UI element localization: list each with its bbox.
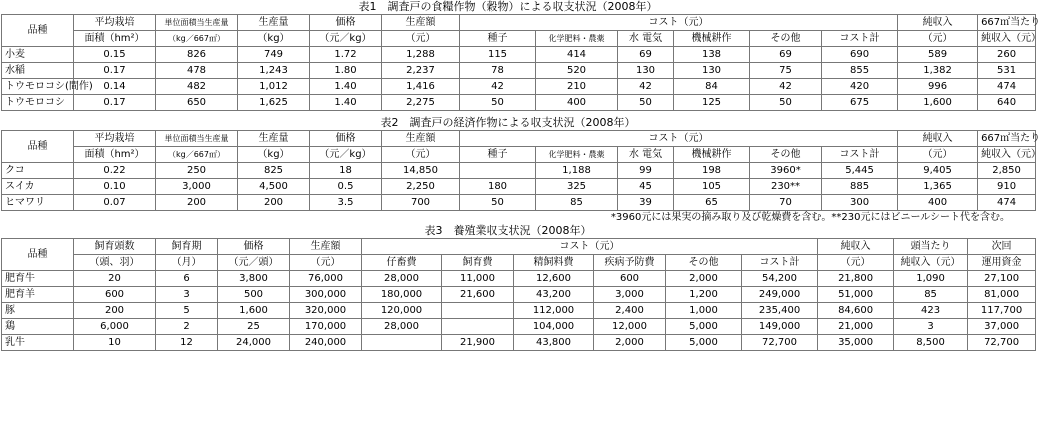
data-cell: 11,000 (442, 271, 514, 287)
table3-header-cell: 仔畜費 (362, 255, 442, 271)
data-cell: 2,000 (666, 271, 742, 287)
data-cell: 2,250 (382, 179, 460, 195)
data-cell: 35,000 (818, 335, 894, 351)
data-cell: 45 (618, 179, 674, 195)
data-cell: 478 (156, 63, 238, 79)
row-label-cell: 鶏 (2, 319, 74, 335)
data-cell: 200 (238, 195, 310, 211)
data-cell: 2,275 (382, 95, 460, 111)
data-cell: 18 (310, 163, 382, 179)
data-cell: 235,400 (742, 303, 818, 319)
data-cell: 21,000 (818, 319, 894, 335)
data-cell (460, 163, 536, 179)
data-cell: 520 (536, 63, 618, 79)
data-cell: 260 (978, 47, 1036, 63)
table-row (2, 319, 1036, 335)
data-cell: 826 (156, 47, 238, 63)
data-cell: 482 (156, 79, 238, 95)
table1-header-cell: 品種 (2, 15, 74, 47)
table1-header-cell: その他 (750, 31, 822, 47)
row-label-cell: クコ (2, 163, 74, 179)
table3-header-cell: 飼育費 (442, 255, 514, 271)
data-cell: 198 (674, 163, 750, 179)
data-cell: 43,800 (514, 335, 594, 351)
data-cell: 3,000 (156, 179, 238, 195)
table1-header-cell: 面積（hm²） (74, 31, 156, 47)
table-row (2, 79, 1036, 95)
data-cell: 78 (460, 63, 536, 79)
data-cell: 414 (536, 47, 618, 63)
data-cell: 20 (74, 271, 156, 287)
data-cell: 200 (74, 303, 156, 319)
table1-header-cell: （元） (898, 31, 978, 47)
table1-header-cell: （kg） (238, 31, 310, 47)
data-cell: 0.15 (74, 47, 156, 63)
data-cell: 54,200 (742, 271, 818, 287)
data-cell: 855 (822, 63, 898, 79)
data-cell: 76,000 (290, 271, 362, 287)
data-cell: 27,100 (968, 271, 1036, 287)
data-cell: 0.17 (74, 95, 156, 111)
table-row (2, 271, 1036, 287)
data-cell: 3,000 (594, 287, 666, 303)
data-cell: 3 (894, 319, 968, 335)
table2-header-cell: 667㎡当たり (978, 131, 1036, 147)
data-cell: 21,600 (442, 287, 514, 303)
table3-body (2, 271, 1036, 351)
data-cell: 99 (618, 163, 674, 179)
data-cell: 1,416 (382, 79, 460, 95)
table2-header-cell: （kg／667㎡） (156, 147, 238, 163)
table2-header-cell: 化学肥料・農薬 (536, 147, 618, 163)
data-cell (442, 303, 514, 319)
table2-header-cell: コスト計 (822, 147, 898, 163)
data-cell: 6 (156, 271, 218, 287)
data-cell: 600 (74, 287, 156, 303)
table1-header-cell: 平均栽培 (74, 15, 156, 31)
table2 (1, 130, 1041, 211)
table2-header-cell: 機械耕作 (674, 147, 750, 163)
data-cell: 85 (536, 195, 618, 211)
data-cell: 130 (618, 63, 674, 79)
data-cell: 12 (156, 335, 218, 351)
data-cell: 200 (156, 195, 238, 211)
data-cell: 21,800 (818, 271, 894, 287)
table1-header-row-2 (2, 31, 1036, 47)
row-label-cell: ヒマワリ (2, 195, 74, 211)
data-cell: 600 (594, 271, 666, 287)
data-cell: 996 (898, 79, 978, 95)
data-cell: 81,000 (968, 287, 1036, 303)
table2-header-cell: （kg） (238, 147, 310, 163)
table3-header-cell: （月） (156, 255, 218, 271)
data-cell: 28,000 (362, 271, 442, 287)
data-cell: 24,000 (218, 335, 290, 351)
table3-header-cell: （元／頭） (218, 255, 290, 271)
data-cell: 117,700 (968, 303, 1036, 319)
data-cell: 5 (156, 303, 218, 319)
table1-header-cell: 種子 (460, 31, 536, 47)
table-row (2, 95, 1036, 111)
table-row (2, 63, 1036, 79)
data-cell: 25 (218, 319, 290, 335)
data-cell (362, 335, 442, 351)
table1-header-cell: 価格 (310, 15, 382, 31)
table2-header-row-2 (2, 147, 1036, 163)
data-cell (442, 319, 514, 335)
data-cell: 1,200 (666, 287, 742, 303)
table3-header-cell: 純収入 (818, 239, 894, 255)
table1-header-cell: 化学肥料・農薬 (536, 31, 618, 47)
table-row (2, 287, 1036, 303)
data-cell: 12,600 (514, 271, 594, 287)
data-cell: 474 (978, 79, 1036, 95)
table3-header-cell: 運用資金 (968, 255, 1036, 271)
data-cell: 21,900 (442, 335, 514, 351)
data-cell: 42 (460, 79, 536, 95)
data-cell: 104,000 (514, 319, 594, 335)
data-cell: 84,600 (818, 303, 894, 319)
table1 (1, 14, 1041, 111)
data-cell: 70 (750, 195, 822, 211)
data-cell: 43,200 (514, 287, 594, 303)
row-label-cell: 乳牛 (2, 335, 74, 351)
data-cell: 1,600 (898, 95, 978, 111)
table1-header-row-1 (2, 15, 1036, 31)
table3-header-cell: 頭当たり (894, 239, 968, 255)
data-cell: 2,237 (382, 63, 460, 79)
data-cell: 1,382 (898, 63, 978, 79)
row-label-cell: 肥育牛 (2, 271, 74, 287)
data-cell: 589 (898, 47, 978, 63)
data-cell: 885 (822, 179, 898, 195)
table2-header-cell: 生産量 (238, 131, 310, 147)
table1-header-cell: コスト計 (822, 31, 898, 47)
table3-header-cell: （元） (290, 255, 362, 271)
data-cell: 0.22 (74, 163, 156, 179)
data-cell: 0.5 (310, 179, 382, 195)
data-cell: 690 (822, 47, 898, 63)
data-cell: 474 (978, 195, 1036, 211)
data-cell: 39 (618, 195, 674, 211)
table2-header-cell: 単位面積当生産量 (156, 131, 238, 147)
data-cell: 130 (674, 63, 750, 79)
row-label-cell: スイカ (2, 179, 74, 195)
data-cell: 149,000 (742, 319, 818, 335)
row-label-cell: トウモロコシ (2, 95, 74, 111)
row-label-cell: 水稲 (2, 63, 74, 79)
data-cell: 2 (156, 319, 218, 335)
table1-header-cell: 生産量 (238, 15, 310, 31)
table1-header-cell: （元／kg） (310, 31, 382, 47)
table2-header-cell: 平均栽培 (74, 131, 156, 147)
table1-header-cell: 純収入 (898, 15, 978, 31)
table3-header-row-1 (2, 239, 1036, 255)
table1-header-cell: 水 電気 (618, 31, 674, 47)
table3 (1, 238, 1036, 351)
data-cell: 85 (894, 287, 968, 303)
table1-body (2, 47, 1036, 111)
table2-header-cell: その他 (750, 147, 822, 163)
data-cell: 1.40 (310, 95, 382, 111)
data-cell: 423 (894, 303, 968, 319)
table-row (2, 303, 1036, 319)
data-cell: 72,700 (968, 335, 1036, 351)
table1-title: 表1 調査戸の食糧作物（穀物）による収支状況（2008年） (358, 0, 658, 13)
table1-header-cell: 生産額 (382, 15, 460, 31)
table3-header-cell: 純収入（元） (894, 255, 968, 271)
table1-header-cell: 純収入（元） (978, 31, 1036, 47)
data-cell: 75 (750, 63, 822, 79)
data-cell: 531 (978, 63, 1036, 79)
table3-header-cell: 疾病予防費 (594, 255, 666, 271)
table3-header-cell: 品種 (2, 239, 74, 271)
data-cell: 1,600 (218, 303, 290, 319)
data-cell: 1,090 (894, 271, 968, 287)
table3-header-cell: 飼育期 (156, 239, 218, 255)
data-cell: 170,000 (290, 319, 362, 335)
data-cell: 749 (238, 47, 310, 63)
data-cell: 910 (978, 179, 1036, 195)
table2-header-cell: （元／kg） (310, 147, 382, 163)
table2-header-cell: 純収入（元） (978, 147, 1036, 163)
data-cell: 50 (750, 95, 822, 111)
table1-header-cell: 667㎡当たり (978, 15, 1036, 31)
table2-header-cell: コスト（元） (460, 131, 898, 147)
data-cell: 320,000 (290, 303, 362, 319)
data-cell: 37,000 (968, 319, 1036, 335)
data-cell: 1,188 (536, 163, 618, 179)
data-cell: 250 (156, 163, 238, 179)
data-cell: 1.80 (310, 63, 382, 79)
data-cell: 325 (536, 179, 618, 195)
table-row (2, 179, 1036, 195)
data-cell: 72,700 (742, 335, 818, 351)
table-row (2, 163, 1036, 179)
data-cell: 300,000 (290, 287, 362, 303)
data-cell: 51,000 (818, 287, 894, 303)
row-label-cell: 豚 (2, 303, 74, 319)
data-cell: 1,365 (898, 179, 978, 195)
table1-header-cell: 単位面積当生産量 (156, 15, 238, 31)
data-cell: 50 (618, 95, 674, 111)
data-cell: 0.17 (74, 63, 156, 79)
table3-title: 表3 養殖業収支状況（2008年） (424, 224, 592, 237)
table3-header-cell: 価格 (218, 239, 290, 255)
data-cell: 650 (156, 95, 238, 111)
data-cell: 112,000 (514, 303, 594, 319)
table1-header-cell: （kg／667㎡） (156, 31, 238, 47)
table3-header-cell: 次回 (968, 239, 1036, 255)
data-cell: 105 (674, 179, 750, 195)
data-cell: 420 (822, 79, 898, 95)
data-cell: 8,500 (894, 335, 968, 351)
table2-footnote: *3960元には果実の摘み取り及び乾燥費を含む。**230元にはビニールシート代を含む。 (610, 212, 1010, 223)
data-cell: 2,850 (978, 163, 1036, 179)
data-cell: 3.5 (310, 195, 382, 211)
data-cell: 120,000 (362, 303, 442, 319)
table2-header-cell: 面積（hm²） (74, 147, 156, 163)
table3-header-cell: （元） (818, 255, 894, 271)
table2-header-cell: 品種 (2, 131, 74, 163)
data-cell: 700 (382, 195, 460, 211)
data-cell: 125 (674, 95, 750, 111)
data-cell: 1.72 (310, 47, 382, 63)
data-cell: 0.10 (74, 179, 156, 195)
data-cell: 1,288 (382, 47, 460, 63)
data-cell: 1,625 (238, 95, 310, 111)
data-cell: 210 (536, 79, 618, 95)
data-cell: 115 (460, 47, 536, 63)
table1-header-cell: 機械耕作 (674, 31, 750, 47)
data-cell: 6,000 (74, 319, 156, 335)
data-cell: 249,000 (742, 287, 818, 303)
table2-header-cell: 価格 (310, 131, 382, 147)
data-cell: 50 (460, 95, 536, 111)
data-cell: 3,800 (218, 271, 290, 287)
data-cell: 180 (460, 179, 536, 195)
table-row (2, 335, 1036, 351)
data-cell: 240,000 (290, 335, 362, 351)
row-label-cell: トウモロコシ(間作) (2, 79, 74, 95)
data-cell: 180,000 (362, 287, 442, 303)
data-cell: 9,405 (898, 163, 978, 179)
data-cell: 12,000 (594, 319, 666, 335)
data-cell: 400 (536, 95, 618, 111)
table1-header-cell: コスト（元） (460, 15, 898, 31)
data-cell: 0.07 (74, 195, 156, 211)
data-cell: 1.40 (310, 79, 382, 95)
table2-header-row-1 (2, 131, 1036, 147)
data-cell: 14,850 (382, 163, 460, 179)
data-cell: 1,243 (238, 63, 310, 79)
data-cell: 3960* (750, 163, 822, 179)
row-label-cell: 小麦 (2, 47, 74, 63)
table2-header-cell: （元） (382, 147, 460, 163)
table-row (2, 47, 1036, 63)
table2-header-cell: （元） (898, 147, 978, 163)
data-cell: 2,000 (594, 335, 666, 351)
data-cell: 825 (238, 163, 310, 179)
data-cell: 50 (460, 195, 536, 211)
data-cell: 42 (750, 79, 822, 95)
data-cell: 69 (618, 47, 674, 63)
table2-header-cell: 生産額 (382, 131, 460, 147)
data-cell: 4,500 (238, 179, 310, 195)
data-cell: 500 (218, 287, 290, 303)
table2-header-cell: 純収入 (898, 131, 978, 147)
data-cell: 400 (898, 195, 978, 211)
data-cell: 65 (674, 195, 750, 211)
data-cell: 0.14 (74, 79, 156, 95)
table1-header-cell: （元） (382, 31, 460, 47)
row-label-cell: 肥育羊 (2, 287, 74, 303)
table-row (2, 195, 1036, 211)
table3-header-cell: 飼育頭数 (74, 239, 156, 255)
table3-header-cell: コスト（元） (362, 239, 818, 255)
data-cell: 138 (674, 47, 750, 63)
table3-header-cell: 生産額 (290, 239, 362, 255)
data-cell: 10 (74, 335, 156, 351)
data-cell: 230** (750, 179, 822, 195)
data-cell: 5,445 (822, 163, 898, 179)
data-cell: 300 (822, 195, 898, 211)
data-cell: 3 (156, 287, 218, 303)
data-cell: 5,000 (666, 335, 742, 351)
data-cell: 1,000 (666, 303, 742, 319)
data-cell: 69 (750, 47, 822, 63)
data-cell: 1,012 (238, 79, 310, 95)
data-cell: 42 (618, 79, 674, 95)
table2-header-cell: 種子 (460, 147, 536, 163)
table2-title: 表2 調査戸の経済作物による収支状況（2008年） (380, 116, 636, 129)
data-cell: 5,000 (666, 319, 742, 335)
data-cell: 640 (978, 95, 1036, 111)
table2-body (2, 163, 1036, 211)
data-cell: 2,400 (594, 303, 666, 319)
table3-header-cell: （頭、羽） (74, 255, 156, 271)
table3-header-row-2 (2, 255, 1036, 271)
table3-header-cell: その他 (666, 255, 742, 271)
table3-header-cell: コスト計 (742, 255, 818, 271)
data-cell: 28,000 (362, 319, 442, 335)
data-cell: 675 (822, 95, 898, 111)
table3-header-cell: 精飼料費 (514, 255, 594, 271)
table2-header-cell: 水 電気 (618, 147, 674, 163)
data-cell: 84 (674, 79, 750, 95)
